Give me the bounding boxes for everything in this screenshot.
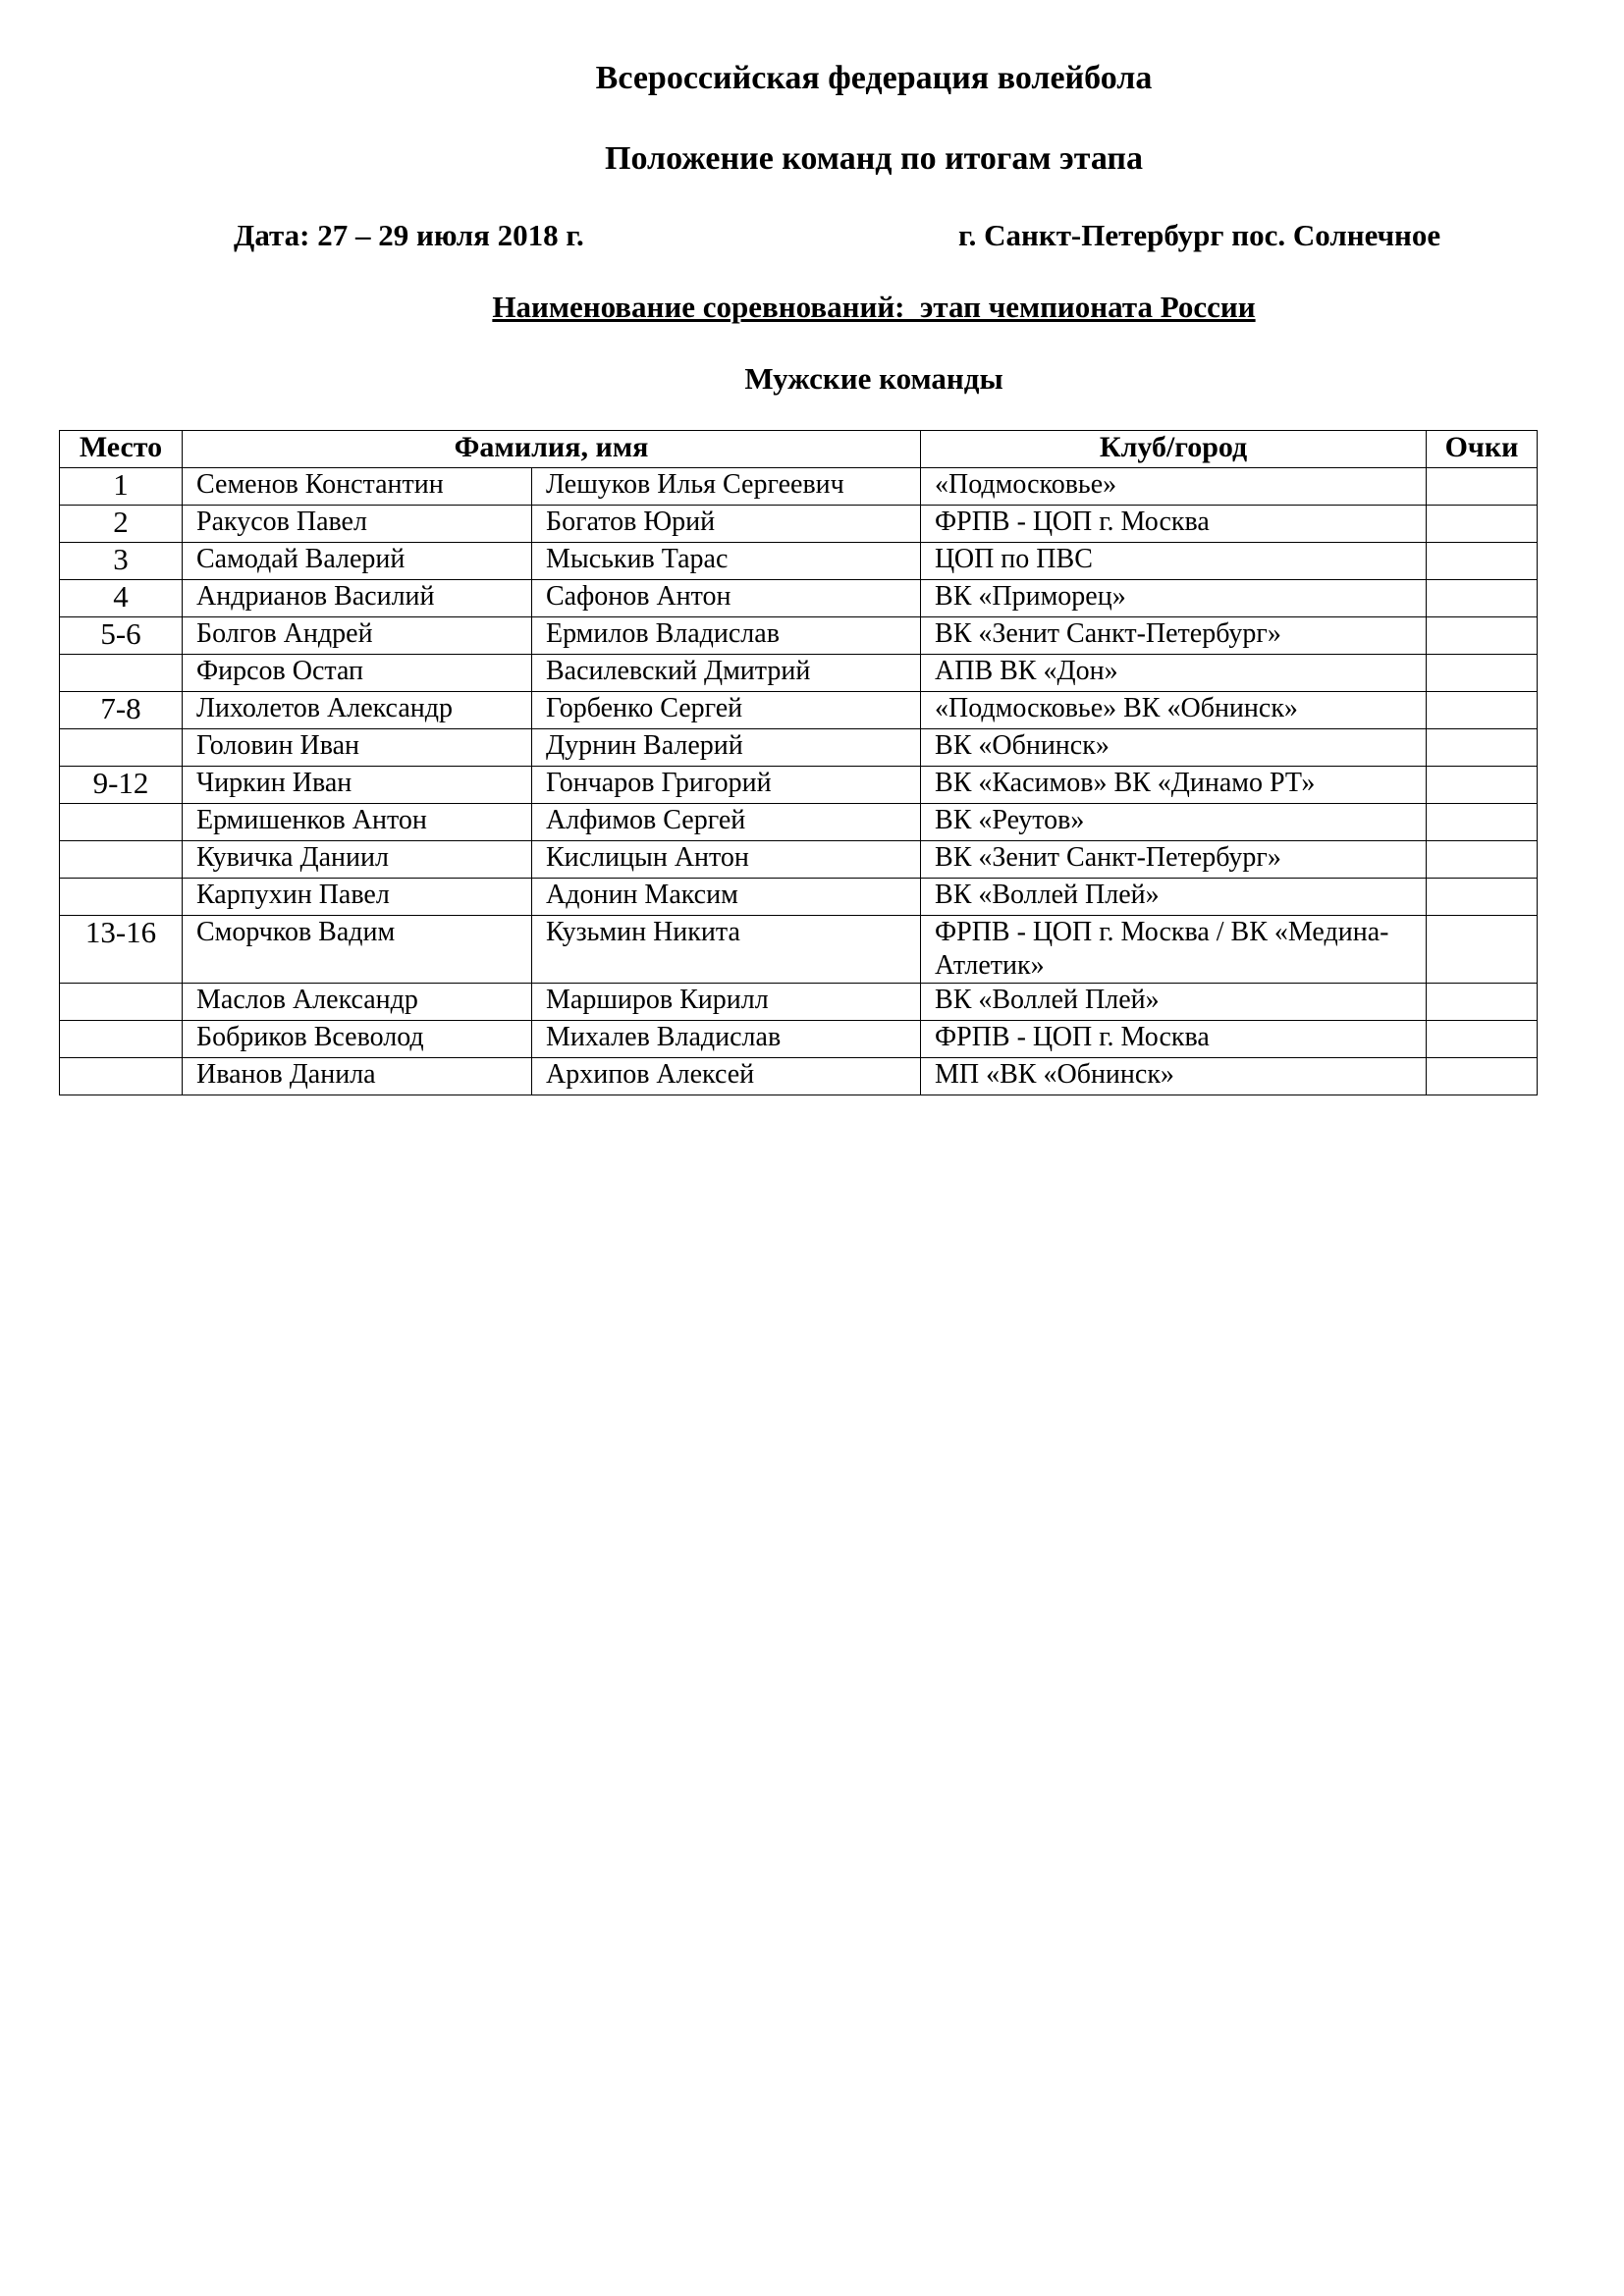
club-cell: «Подмосковье» <box>921 468 1427 506</box>
club-cell: ВК «Воллей Плей» <box>921 879 1427 916</box>
place-cell <box>60 879 183 916</box>
place-cell <box>60 1058 183 1095</box>
place-cell: 1 <box>60 468 183 506</box>
player-2-cell: Сафонов Антон <box>532 580 921 617</box>
category-title: Мужские команды <box>744 361 1003 396</box>
place-cell <box>60 655 183 692</box>
place-cell <box>60 804 183 841</box>
points-cell <box>1427 580 1538 617</box>
player-1-cell: Сморчков Вадим <box>183 916 532 984</box>
place-cell: 9-12 <box>60 767 183 804</box>
place-cell <box>60 729 183 767</box>
player-1-cell: Иванов Данила <box>183 1058 532 1095</box>
player-1-cell: Кувичка Даниил <box>183 841 532 879</box>
column-header-points: Очки <box>1427 431 1538 468</box>
place-cell: 5-6 <box>60 617 183 655</box>
player-2-cell: Василевский Дмитрий <box>532 655 921 692</box>
organization-title: Всероссийская федерация волейбола <box>595 60 1153 96</box>
table-row <box>60 1058 1538 1095</box>
points-cell <box>1427 879 1538 916</box>
table-row <box>60 804 1538 841</box>
document-title: Положение команд по итогам этапа <box>605 140 1143 177</box>
player-1-cell: Семенов Константин <box>183 468 532 506</box>
player-2-cell: Дурнин Валерий <box>532 729 921 767</box>
club-cell: АПВ ВК «Дон» <box>921 655 1427 692</box>
player-2-cell: Гончаров Григорий <box>532 767 921 804</box>
column-header-name: Фамилия, имя <box>183 431 921 468</box>
player-1-cell: Болгов Андрей <box>183 617 532 655</box>
player-1-cell: Чиркин Иван <box>183 767 532 804</box>
table-header-row <box>60 431 1538 468</box>
place-cell: 13-16 <box>60 916 183 984</box>
club-cell: ВК «Реутов» <box>921 804 1427 841</box>
player-2-cell: Ермилов Владислав <box>532 617 921 655</box>
player-1-cell: Ракусов Павел <box>183 506 532 543</box>
points-cell <box>1427 655 1538 692</box>
club-cell: ФРПВ - ЦОП г. Москва / ВК «Медина-Атлетик» <box>921 916 1427 984</box>
place-cell: 4 <box>60 580 183 617</box>
points-cell <box>1427 1021 1538 1058</box>
standings-table <box>59 430 1538 1095</box>
points-cell <box>1427 841 1538 879</box>
club-cell: ВК «Обнинск» <box>921 729 1427 767</box>
event-place: г. Санкт-Петербург пос. Солнечное <box>958 218 1441 252</box>
column-header-place: Место <box>60 431 183 468</box>
player-2-cell: Алфимов Сергей <box>532 804 921 841</box>
club-cell: ФРПВ - ЦОП г. Москва <box>921 1021 1427 1058</box>
table-row <box>60 1021 1538 1058</box>
club-cell: ВК «Касимов» ВК «Динамо РТ» <box>921 767 1427 804</box>
table-row <box>60 617 1538 655</box>
table-row <box>60 580 1538 617</box>
table-row <box>60 655 1538 692</box>
table-row <box>60 916 1538 984</box>
table-row <box>60 468 1538 506</box>
player-2-cell: Богатов Юрий <box>532 506 921 543</box>
player-1-cell: Карпухин Павел <box>183 879 532 916</box>
player-1-cell: Головин Иван <box>183 729 532 767</box>
club-cell: ВК «Воллей Плей» <box>921 984 1427 1021</box>
points-cell <box>1427 729 1538 767</box>
club-cell: МП «ВК «Обнинск» <box>921 1058 1427 1095</box>
points-cell <box>1427 767 1538 804</box>
place-cell <box>60 1021 183 1058</box>
place-cell: 7-8 <box>60 692 183 729</box>
place-cell <box>60 841 183 879</box>
standings-body <box>60 468 1538 1095</box>
player-2-cell: Кузьмин Никита <box>532 916 921 984</box>
club-cell: ВК «Приморец» <box>921 580 1427 617</box>
table-row <box>60 729 1538 767</box>
place-cell <box>60 984 183 1021</box>
table-row <box>60 506 1538 543</box>
player-2-cell: Кислицын Антон <box>532 841 921 879</box>
player-2-cell: Горбенко Сергей <box>532 692 921 729</box>
points-cell <box>1427 984 1538 1021</box>
club-cell: «Подмосковье» ВК «Обнинск» <box>921 692 1427 729</box>
player-2-cell: Лешуков Илья Сергеевич <box>532 468 921 506</box>
place-cell: 2 <box>60 506 183 543</box>
points-cell <box>1427 804 1538 841</box>
player-2-cell: Мыськив Тарас <box>532 543 921 580</box>
event-date: Дата: 27 – 29 июля 2018 г. <box>234 218 584 252</box>
club-cell: ВК «Зенит Санкт-Петербург» <box>921 841 1427 879</box>
points-cell <box>1427 1058 1538 1095</box>
club-cell: ВК «Зенит Санкт-Петербург» <box>921 617 1427 655</box>
points-cell <box>1427 692 1538 729</box>
player-1-cell: Лихолетов Александр <box>183 692 532 729</box>
player-1-cell: Андрианов Василий <box>183 580 532 617</box>
competition-name: Наименование соревнований: этап чемпионата России <box>492 290 1256 324</box>
player-1-cell: Бобриков Всеволод <box>183 1021 532 1058</box>
player-1-cell: Самодай Валерий <box>183 543 532 580</box>
player-2-cell: Архипов Алексей <box>532 1058 921 1095</box>
table-row <box>60 767 1538 804</box>
table-row <box>60 841 1538 879</box>
player-1-cell: Ермишенков Антон <box>183 804 532 841</box>
club-cell: ЦОП по ПВС <box>921 543 1427 580</box>
table-row <box>60 543 1538 580</box>
table-row <box>60 984 1538 1021</box>
player-2-cell: Михалев Владислав <box>532 1021 921 1058</box>
player-2-cell: Марширов Кирилл <box>532 984 921 1021</box>
points-cell <box>1427 468 1538 506</box>
player-1-cell: Маслов Александр <box>183 984 532 1021</box>
points-cell <box>1427 506 1538 543</box>
table-row <box>60 692 1538 729</box>
player-2-cell: Адонин Максим <box>532 879 921 916</box>
place-cell: 3 <box>60 543 183 580</box>
points-cell <box>1427 617 1538 655</box>
table-row <box>60 879 1538 916</box>
club-cell: ФРПВ - ЦОП г. Москва <box>921 506 1427 543</box>
player-1-cell: Фирсов Остап <box>183 655 532 692</box>
points-cell <box>1427 916 1538 984</box>
column-header-club: Клуб/город <box>921 431 1427 468</box>
points-cell <box>1427 543 1538 580</box>
